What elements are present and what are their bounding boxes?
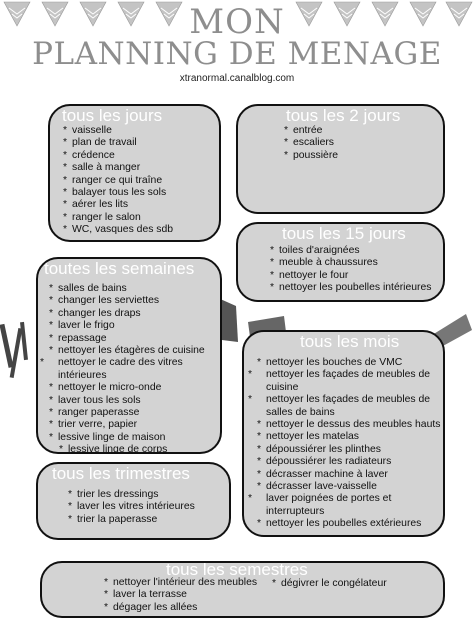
list-item: * changer les serviettes <box>49 295 160 307</box>
list-item: * ranger ce qui traîne <box>63 174 163 186</box>
section-monthly-title: tous les mois <box>300 332 400 351</box>
list-item: * changer les draps <box>49 307 141 319</box>
list-item: * dégivrer le congélateur <box>272 578 387 589</box>
section-every-2-days-title: tous les 2 jours <box>286 106 401 125</box>
list-item: * aérer les lits <box>63 199 129 211</box>
section-weekly-title: toutes les semaines <box>44 259 195 278</box>
list-item: * crédence <box>63 149 115 161</box>
list-item: * laver tous les sols <box>49 394 141 406</box>
list-item: * trier les dressings <box>68 489 159 500</box>
decorative-figure-left <box>0 318 40 388</box>
section-every-15-days <box>236 222 445 302</box>
list-item: * meuble à chaussures <box>270 257 378 269</box>
list-item: * nettoyer le cadre des vitres intérieures <box>40 357 183 381</box>
section-every-2-days-list <box>284 125 338 162</box>
section-semester-list-left <box>104 577 257 614</box>
section-quarterly <box>36 462 231 540</box>
list-item: * nettoyer les étagères de cuisine <box>49 345 205 357</box>
list-item: * ranger paperasse <box>49 407 140 419</box>
list-item: * ranger le salon <box>63 211 141 223</box>
section-semester <box>40 561 445 618</box>
list-item: * toiles d'araignées <box>270 245 360 256</box>
list-item: * salle à manger <box>63 162 141 174</box>
list-item: * nettoyer les façades de meubles de cuisine <box>248 369 431 393</box>
list-item: * lessive linge de maison <box>49 431 166 443</box>
section-every-15-days-list <box>270 245 432 295</box>
list-item: * plan de travail <box>63 137 137 149</box>
list-item: * WC, vasques des sdb <box>63 224 174 236</box>
list-item: * nettoyer les bouches de VMC <box>257 357 403 368</box>
list-item: * dégager les allées <box>104 601 198 613</box>
list-item: * balayer tous les sols <box>63 187 167 199</box>
list-item: * nettoyer les poubelles intérieures <box>270 282 432 294</box>
section-daily-list <box>63 125 173 237</box>
list-item: * repassage <box>49 332 107 344</box>
section-every-2-days <box>236 104 445 214</box>
list-item: * trier la paperasse <box>68 513 158 525</box>
list-item: * décrasser machine à laver <box>257 468 388 480</box>
list-item: * laver la terrasse <box>104 589 187 601</box>
list-sub-item: * lessive linge de corps <box>59 444 168 456</box>
list-item: * poussière <box>284 149 339 161</box>
section-monthly <box>242 330 445 537</box>
list-item: * décrasser lave-vaisselle <box>257 481 377 493</box>
list-item: * vaisselle <box>63 125 112 136</box>
list-item: * nettoyer les poubelles extérieures <box>257 518 422 530</box>
section-weekly-list <box>40 283 221 457</box>
list-item: * dépoussiérer les radiateurs <box>257 456 392 468</box>
list-item: * salles de bains <box>49 283 127 294</box>
list-item: * entrée <box>284 125 323 136</box>
website-credit: xtranormal.canalblog.com <box>179 73 295 84</box>
section-quarterly-title: tous les trimestres <box>52 464 190 483</box>
section-daily-title: tous les jours <box>62 106 163 125</box>
section-every-15-days-title: tous les 15 jours <box>282 224 406 243</box>
list-item: * nettoyer les matelas <box>257 431 359 443</box>
section-semester-list-right <box>272 578 387 590</box>
section-daily <box>48 104 221 242</box>
list-item: * laver poignées de portes et interrupteurs <box>248 493 392 517</box>
section-quarterly-list <box>68 489 195 526</box>
list-item: * nettoyer le four <box>270 269 349 281</box>
list-item: * trier verre, papier <box>49 419 138 431</box>
list-item: * escaliers <box>284 137 334 149</box>
list-item: * laver le frigo <box>49 320 115 332</box>
list-item: * dépoussiérer les plinthes <box>257 443 381 455</box>
section-semester-title: tous les semestres <box>166 560 308 579</box>
list-item: * nettoyer les façades de meubles de salles de bains <box>248 394 431 418</box>
list-item: * nettoyer l'intérieur des meubles <box>104 577 258 588</box>
page-title-line-2: PLANNING DE MENAGE <box>32 36 442 72</box>
list-item: * nettoyer le micro-onde <box>49 382 162 394</box>
section-weekly <box>36 257 222 454</box>
section-monthly-list <box>248 357 443 531</box>
list-item: * laver les vitres intérieures <box>68 501 195 513</box>
list-item: * nettoyer le dessus des meubles hauts <box>257 419 441 431</box>
page-title-line-1: MON <box>189 2 285 42</box>
